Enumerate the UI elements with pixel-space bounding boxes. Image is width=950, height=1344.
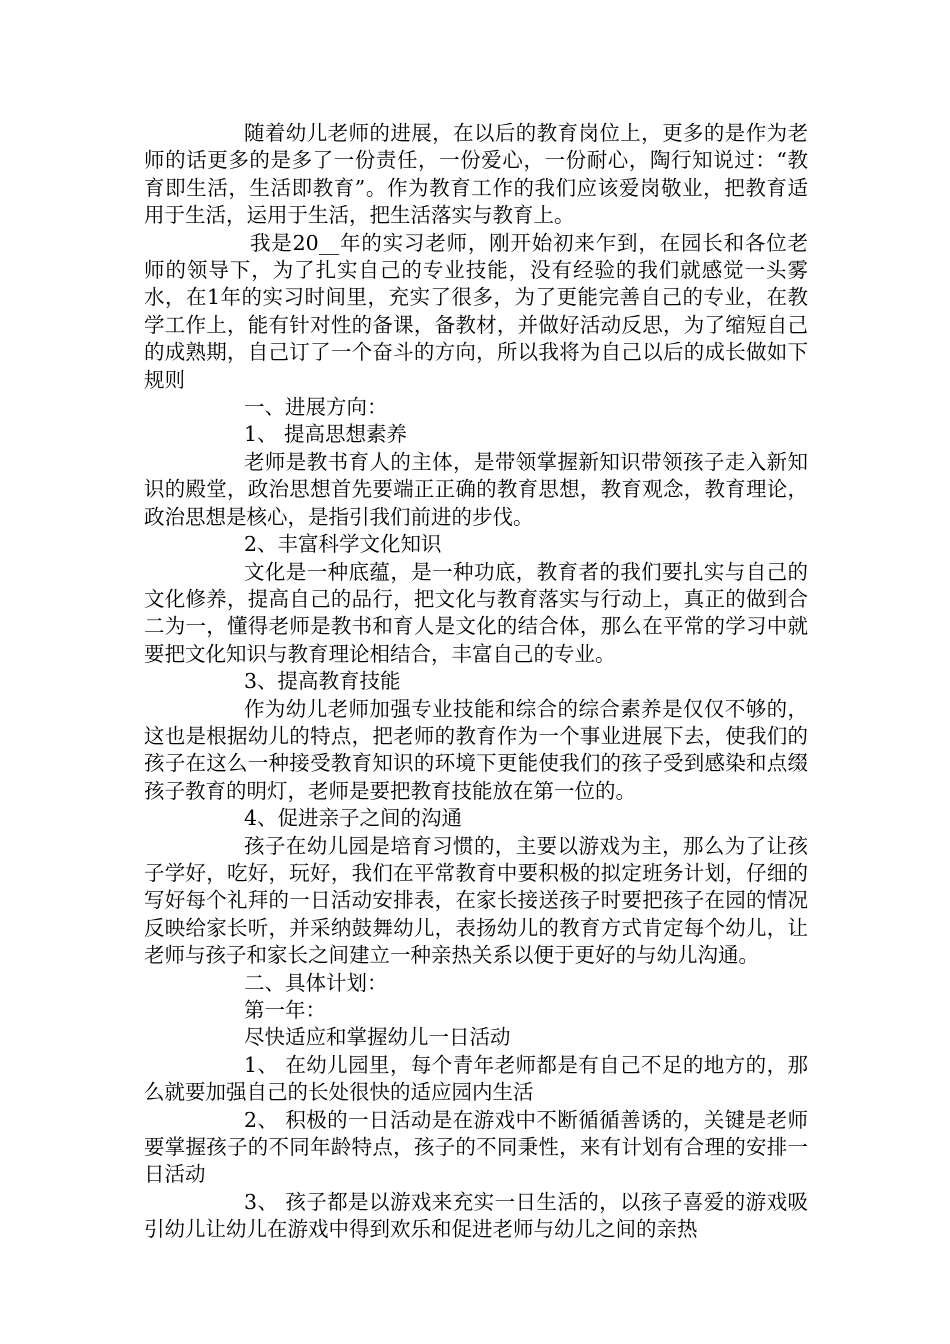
document-body (144, 120, 808, 1244)
subheading-parent-communication: 4、促进亲子之间的沟通 (244, 806, 463, 831)
paragraph-culture: 文化是一种底蕴，是一种功底，教育者的我们要扎实与自己的文化修养，提高自己的品行，把文化与教育落实与行动上，真正的做到合二为一，懂得老师是教书和育人是文化的结合体，那么在平常的学习中就要把文化知识与教育理论相结合，丰富自己的专业。 (144, 559, 808, 666)
paragraph-self-introduction: 我是20__年的实习老师，刚开始初来乍到，在园长和各位老师的领导下，为了扎实自己的专业技能，没有经验的我们就感觉一头雾水，在1年的实习时间里，充实了很多，为了更能完善自己的专业，在教学工作上，能有针对性的备课，备教材，并做好活动反思，为了缩短自己的成熟期，自己订了一个奋斗的方向，所以我将为自己以后的成长做如下规则 (144, 230, 808, 392)
list-item-3: 3、 孩子都是以游戏来充实一日生活的，以孩子喜爱的游戏吸引幼儿让幼儿在游戏中得到欢乐和促进老师与幼儿之间的亲热 (144, 1189, 808, 1242)
paragraph-teaching-skills: 作为幼儿老师加强专业技能和综合的综合素养是仅仅不够的，这也是根据幼儿的特点，把老师的教育作为一个事业进展下去，使我们的孩子在这么一种接受教育知识的环境下更能使我们的孩子受到感染和点缀孩子教育的明灯，老师是要把教育技能放在第一位的。 (144, 696, 808, 803)
paragraph-parent-communication: 孩子在幼儿园是培育习惯的，主要以游戏为主，那么为了让孩子学好，吃好，玩好，我们在平常教育中要积极的拟定班务计划，仔细的写好每个礼拜的一日活动安排表，在家长接送孩子时要把孩子在园的情况反映给家长听，并采纳鼓舞幼儿，表扬幼儿的教育方式肯定每个幼儿，让老师与孩子和家长之间建立一种亲热关系以便于更好的与幼儿沟通。 (144, 833, 808, 968)
heading-development-direction: 一、进展方向： (244, 395, 388, 420)
subheading-ideology: 1、 提高思想素养 (244, 422, 408, 447)
subheading-first-year: 第一年： (244, 998, 326, 1022)
heading-specific-plan: 二、具体计划： (244, 970, 388, 995)
paragraph-first-year-goal: 尽快适应和掌握幼儿一日活动 (244, 1025, 511, 1050)
list-item-2: 2、 积极的一日活动是在游戏中不断循循善诱的，关键是老师要掌握孩子的不同年龄特点，孩子的不同秉性，来有计划有合理的安排一日活动 (144, 1107, 808, 1187)
list-item-1: 1、 在幼儿园里，每个青年老师都是有自己不足的地方的，那么就要加强自己的长处很快的适应园内生活 (144, 1052, 808, 1105)
paragraph-intro: 随着幼儿老师的进展，在以后的教育岗位上，更多的是作为老师的话更多的是多了一份责任，一份爱心，一份耐心，陶行知说过：“教育即生活，生活即教育”。作为教育工作的我们应该爱岗敬业，把教育适用于生活，运用于生活，把生活落实与教育上。 (144, 121, 808, 228)
subheading-culture: 2、丰富科学文化知识 (244, 532, 442, 557)
subheading-teaching-skills: 3、提高教育技能 (244, 669, 401, 694)
paragraph-ideology: 老师是教书育人的主体，是带领掌握新知识带领孩子走入新知识的殿堂，政治思想首先要端正正确的教育思想，教育观念，教育理论，政治思想是核心，是指引我们前进的步伐。 (144, 449, 808, 529)
